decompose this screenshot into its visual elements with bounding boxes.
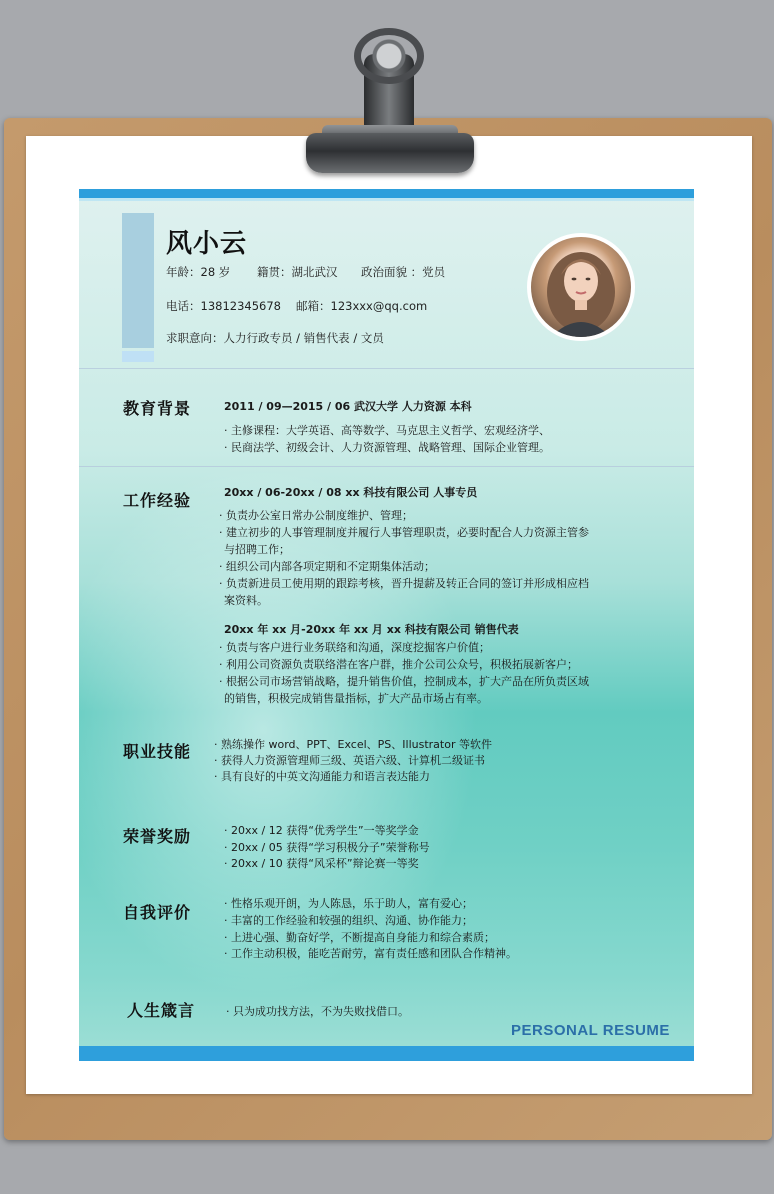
self-eval-line-2: · 丰富的工作经验和较强的组织、沟通、协作能力； xyxy=(224,914,473,927)
binder-clip-ring xyxy=(354,28,424,84)
section-title-work: 工作经验 xyxy=(123,491,192,510)
skills-line-2: · 获得人力资源管理师三级、英语六级、计算机二级证书 xyxy=(214,754,485,767)
job1-line-4: · 组织公司内部各项定期和不定期集体活动； xyxy=(219,560,435,573)
self-eval-line-3: · 上进心强、勤奋好学，不断提高自身能力和综合素质； xyxy=(224,931,495,944)
section-title-self-evaluation: 自我评价 xyxy=(123,903,192,922)
divider-header xyxy=(79,368,694,369)
candidate-name: 风小云 xyxy=(166,229,248,259)
section-title-motto: 人生箴言 xyxy=(127,1001,196,1020)
job2-line-3: · 根据公司市场营销战略，提升销售价值，控制成本，扩大产品在所负责区域 xyxy=(219,675,589,688)
header-accent-bar-small xyxy=(122,351,154,362)
job2-line-4: 的销售，积极完成销售量指标，扩大产品市场占有率。 xyxy=(224,692,488,705)
job1-line-3: 与招聘工作； xyxy=(224,543,290,556)
section-title-education: 教育背景 xyxy=(123,399,192,418)
job1-line-5: · 负责新进员工使用期的跟踪考核，晋升提薪及转正合同的签订并形成相应档 xyxy=(219,577,589,590)
divider-education xyxy=(79,466,694,467)
job1-line-1: · 负责办公室日常办公制度维护、管理； xyxy=(219,509,413,522)
political-status-text: 政治面貌 ：党员 xyxy=(361,265,446,279)
email-text: 邮箱：123xxx@qq.com xyxy=(296,299,428,313)
resume-page xyxy=(79,189,694,1061)
job2-line-1: · 负责与客户进行业务联络和沟通，深度挖掘客户价值； xyxy=(219,641,490,654)
hometown-text: 籍贯：湖北武汉 xyxy=(257,265,338,279)
self-eval-line-1: · 性格乐观开朗，为人陈恳，乐于助人，富有爱心； xyxy=(224,897,473,910)
skills-line-1: · 熟练操作 word、PPT、Excel、PS、Illustrator 等软件 xyxy=(214,738,492,751)
education-header: 2011 / 09—2015 / 06 武汉大学 人力资源 本科 xyxy=(224,400,472,413)
honors-line-1: · 20xx / 12 获得“优秀学生”一等奖学金 xyxy=(224,824,419,837)
motto-line: · 只为成功找方法，不为失败找借口。 xyxy=(226,1005,409,1018)
section-title-honors: 荣誉奖励 xyxy=(123,827,192,846)
skills-line-3: · 具有良好的中英文沟通能力和语言表达能力 xyxy=(214,770,430,783)
top-stripe xyxy=(79,189,694,198)
personal-resume-label: PERSONAL RESUME xyxy=(511,1022,670,1039)
bottom-stripe xyxy=(79,1046,694,1061)
phone-text: 电话：13812345678 xyxy=(166,299,281,313)
job2-header: 20xx 年 xx 月-20xx 年 xx 月 xx 科技有限公司 销售代表 xyxy=(224,623,519,636)
education-line-1: · 主修课程：大学英语、高等数学、马克思主义哲学、宏观经济学、 xyxy=(224,424,550,437)
portrait-illustration xyxy=(531,237,631,337)
header-accent-bar xyxy=(122,213,154,348)
binder-clip-body xyxy=(306,133,474,173)
honors-line-3: · 20xx / 10 获得“风采杯”辩论赛一等奖 xyxy=(224,857,419,870)
section-title-skills: 职业技能 xyxy=(123,742,192,761)
self-eval-line-4: · 工作主动积极，能吃苦耐劳，富有责任感和团队合作精神。 xyxy=(224,947,517,960)
job-objective-text: 求职意向：人力行政专员 / 销售代表 / 文员 xyxy=(166,331,384,345)
age-text: 年龄：28 岁 xyxy=(166,265,231,279)
job2-line-2: · 利用公司资源负责联络潜在客户群，推介公司公众号，积极拓展新客户； xyxy=(219,658,578,671)
top-stripe-light xyxy=(79,198,694,201)
profile-photo xyxy=(527,233,635,341)
job1-line-2: · 建立初步的人事管理制度并履行人事管理职责，必要时配合人力资源主管参 xyxy=(219,526,589,539)
job1-line-6: 案资料。 xyxy=(224,594,268,607)
education-line-2: · 民商法学、初级会计、人力资源管理、战略管理、国际企业管理。 xyxy=(224,441,550,454)
job1-header: 20xx / 06-20xx / 08 xx 科技有限公司 人事专员 xyxy=(224,486,478,499)
honors-line-2: · 20xx / 05 获得“学习积极分子”荣誉称号 xyxy=(224,841,430,854)
